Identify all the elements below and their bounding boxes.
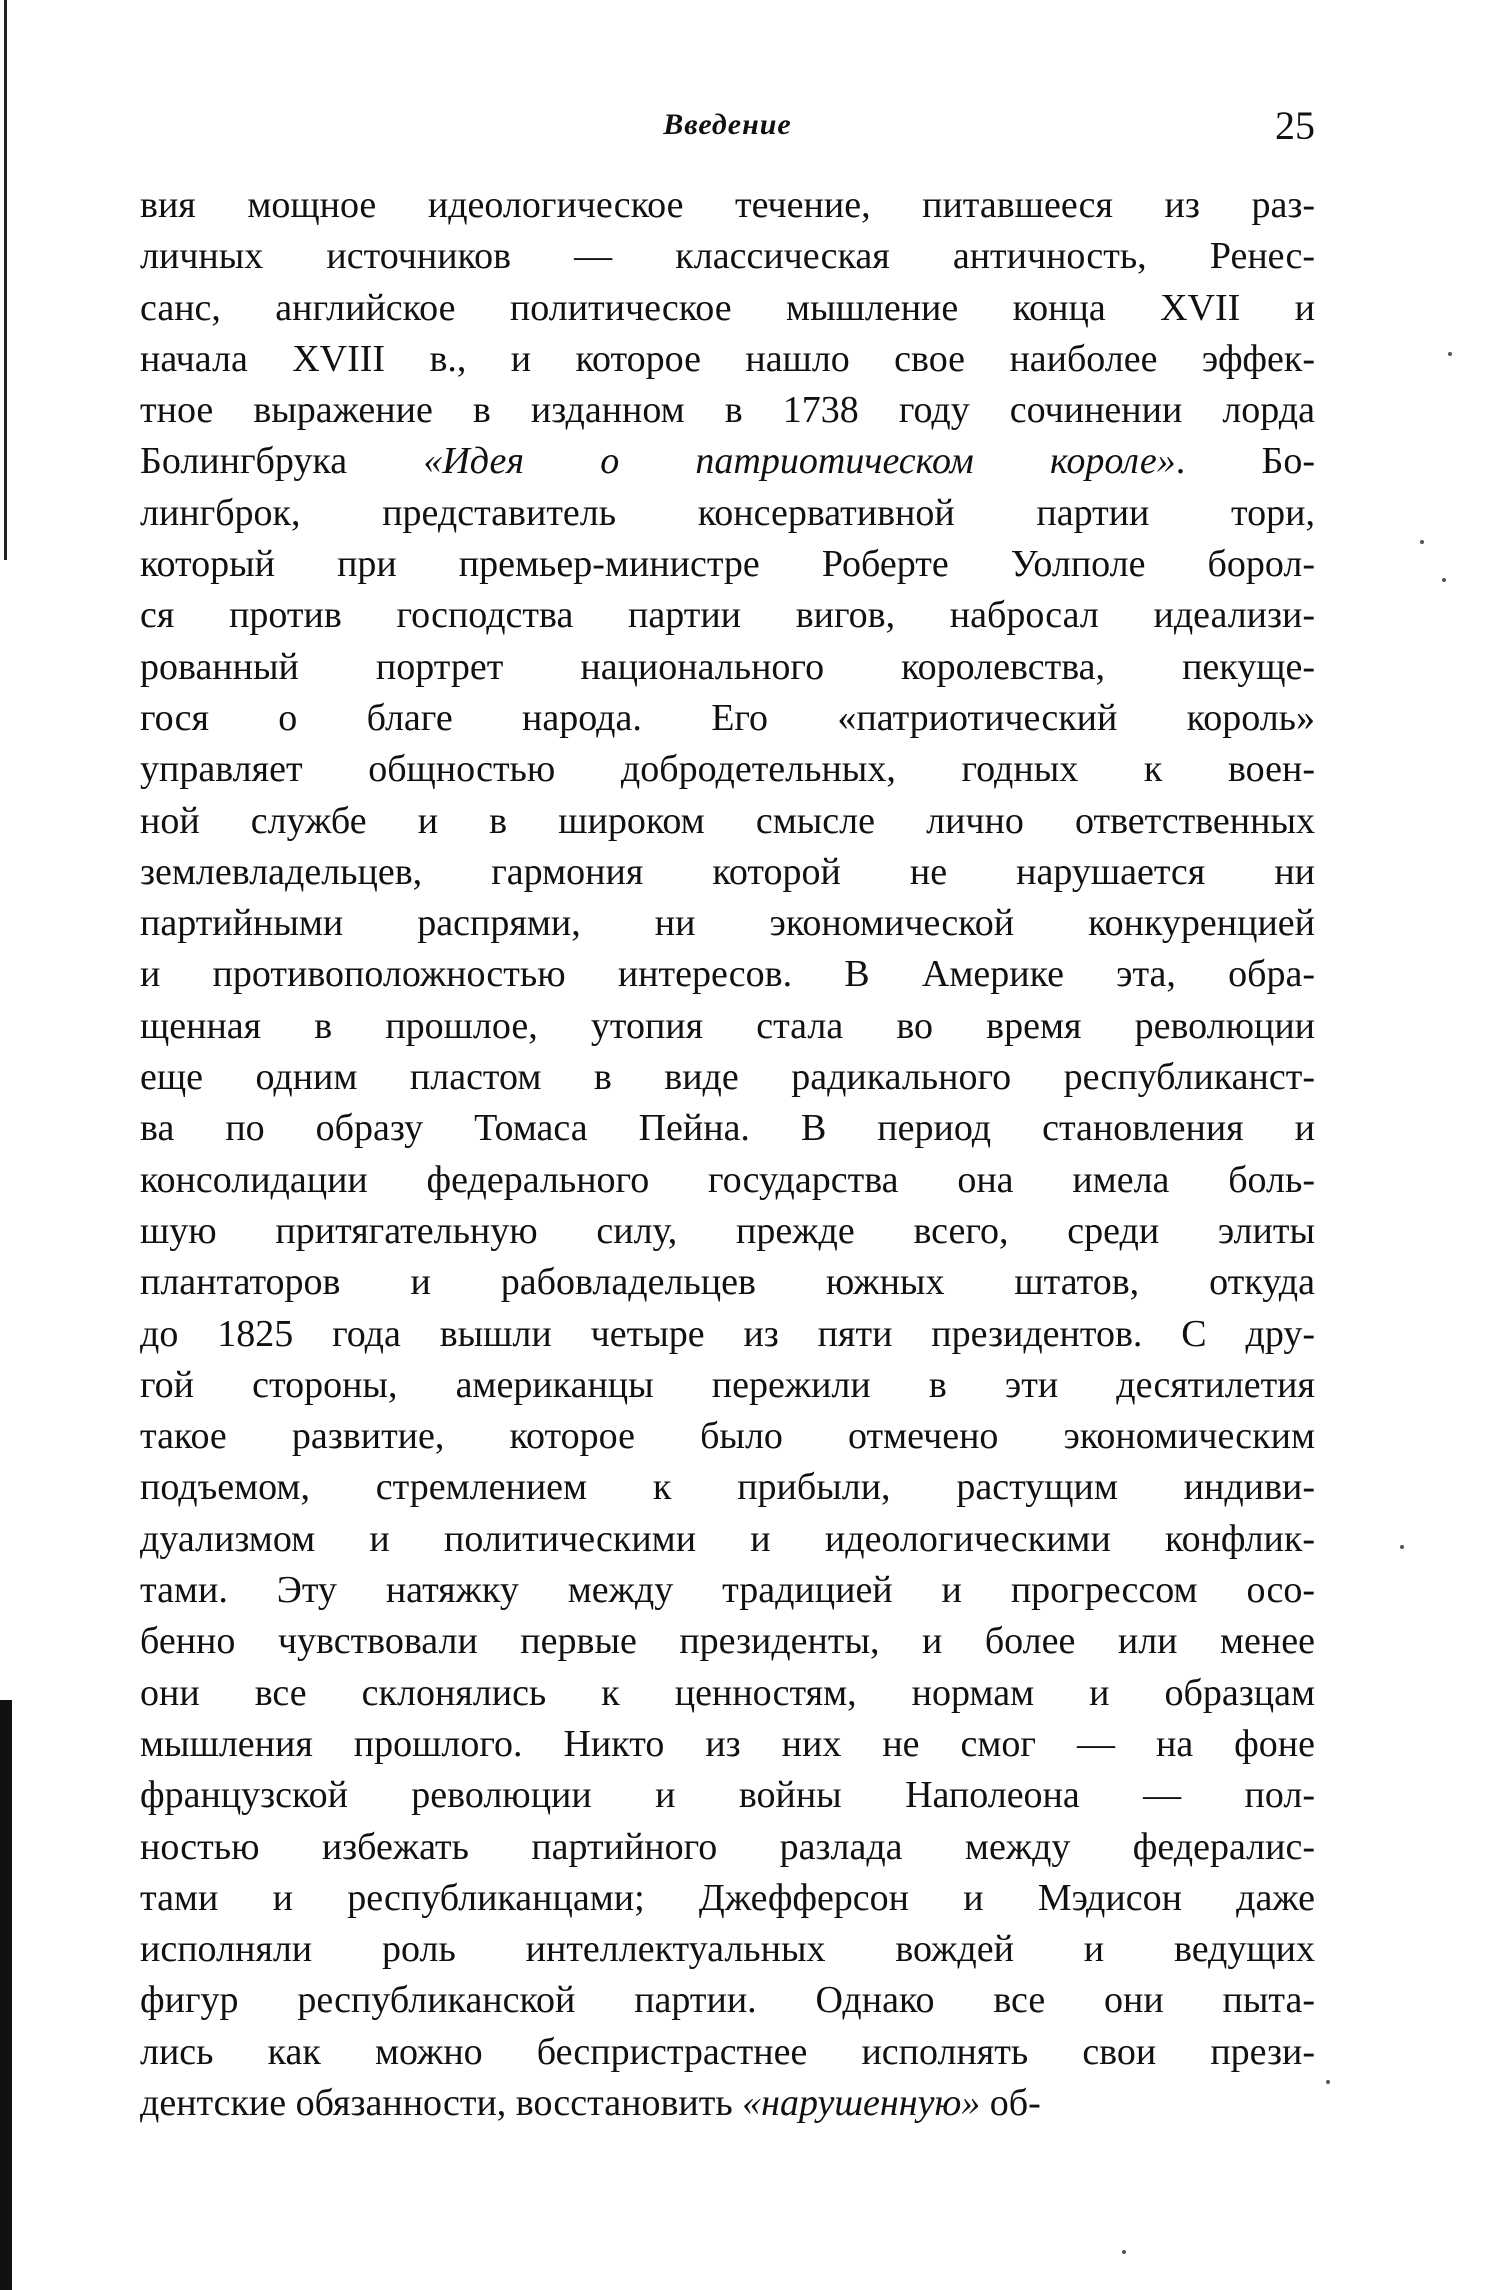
text-segment: Болингбрука <box>140 440 424 483</box>
text-line: землевладельцев, гармония которой не нарушается ни <box>140 850 1315 893</box>
text-line: рованный портрет национального королевства, пекуще- <box>140 645 1315 688</box>
scan-speck <box>1448 352 1452 356</box>
scan-speck <box>1400 1545 1404 1549</box>
text-line: еще одним пластом в виде радикального республиканст- <box>140 1056 1315 1099</box>
text-line <box>140 2078 1315 2129</box>
text-line: бенно чувствовали первые президенты, и более или менее <box>140 1620 1315 1663</box>
text-line: лингброк, представитель консервативной партии тори, <box>140 491 1315 534</box>
text-line: санс, английское политическое мышление конца XVII и <box>140 286 1315 329</box>
text-line: тами. Эту натяжку между традицией и прогрессом осо- <box>140 1569 1315 1612</box>
text-line: гося о благе народа. Его «патриотический король» <box>140 696 1315 739</box>
text-line: консолидации федерального государства она имела боль- <box>140 1158 1315 1201</box>
running-title: Введение <box>663 108 792 141</box>
text-line: плантаторов и рабовладельцев южных штатов, откуда <box>140 1261 1315 1304</box>
text-line: французской революции и войны Наполеона — пол- <box>140 1774 1315 1817</box>
text-line: подъемом, стремлением к прибыли, растущим индиви- <box>140 1466 1315 1509</box>
text-line: вия мощное идеологическое течение, питавшееся из раз- <box>140 184 1315 226</box>
text-line: шую притягательную силу, прежде всего, среди элиты <box>140 1209 1315 1252</box>
text-line: ностью избежать партийного разлада между федералис- <box>140 1825 1315 1868</box>
text-line: начала XVIII в., и которое нашло свое наиболее эффек- <box>140 337 1315 380</box>
body-text <box>140 180 1315 2129</box>
page-number: 25 <box>1275 103 1315 148</box>
text-line: до 1825 года вышли четыре из пяти президентов. С дру- <box>140 1312 1315 1355</box>
scan-speck <box>1420 540 1424 544</box>
scan-edge-shadow <box>4 0 7 560</box>
text-line: и противоположностью интересов. В Америке эта, обра- <box>140 953 1315 996</box>
text-line: ва по образу Томаса Пейна. В период становления и <box>140 1107 1315 1150</box>
text-line: щенная в прошлое, утопия стала во время революции <box>140 1004 1315 1047</box>
text-line: тное выражение в изданном в 1738 году сочинении лорда <box>140 389 1315 432</box>
text-line: управляет общностью добродетельных, годных к воен- <box>140 748 1315 791</box>
text-line: тами и республиканцами; Джефферсон и Мэдисон даже <box>140 1876 1315 1919</box>
text-segment: «нарушенную» <box>742 2081 981 2124</box>
page-header <box>140 102 1315 152</box>
text-line: ся против господства партии вигов, набросал идеализи- <box>140 594 1315 637</box>
text-line: дуализмом и политическими и идеологическими конфлик- <box>140 1517 1315 1560</box>
text-line <box>140 436 1315 487</box>
text-segment: . Бо- <box>1175 440 1315 483</box>
text-line: исполняли роль интеллектуальных вождей и ведущих <box>140 1928 1315 1971</box>
scan-speck <box>1326 2080 1330 2084</box>
text-line: лись как можно беспристрастнее исполнять свои прези- <box>140 2030 1315 2073</box>
text-segment: «Идея о патриотическом короле» <box>423 440 1176 483</box>
text-line: который при премьер-министре Роберте Уолполе борол- <box>140 543 1315 586</box>
text-line: они все склонялись к ценностям, нормам и образцам <box>140 1671 1315 1714</box>
text-line: ной службе и в широком смысле лично ответственных <box>140 799 1315 842</box>
text-line: мышления прошлого. Никто из них не смог — на фоне <box>140 1722 1315 1765</box>
text-line: личных источников — классическая античность, Ренес- <box>140 235 1315 278</box>
text-line: фигур республиканской партии. Однако все они пыта- <box>140 1979 1315 2022</box>
text-line: гой стороны, американцы пережили в эти десятилетия <box>140 1363 1315 1406</box>
text-line: такое развитие, которое было отмечено экономическим <box>140 1415 1315 1458</box>
text-segment: дентские обязанности, восстановить <box>140 2081 743 2124</box>
text-line: партийными распрями, ни экономической конкуренцией <box>140 902 1315 945</box>
scan-speck <box>1442 578 1446 582</box>
scan-speck <box>1122 2250 1126 2254</box>
scan-edge-shadow <box>0 1700 12 2290</box>
text-segment: об- <box>980 2081 1041 2124</box>
